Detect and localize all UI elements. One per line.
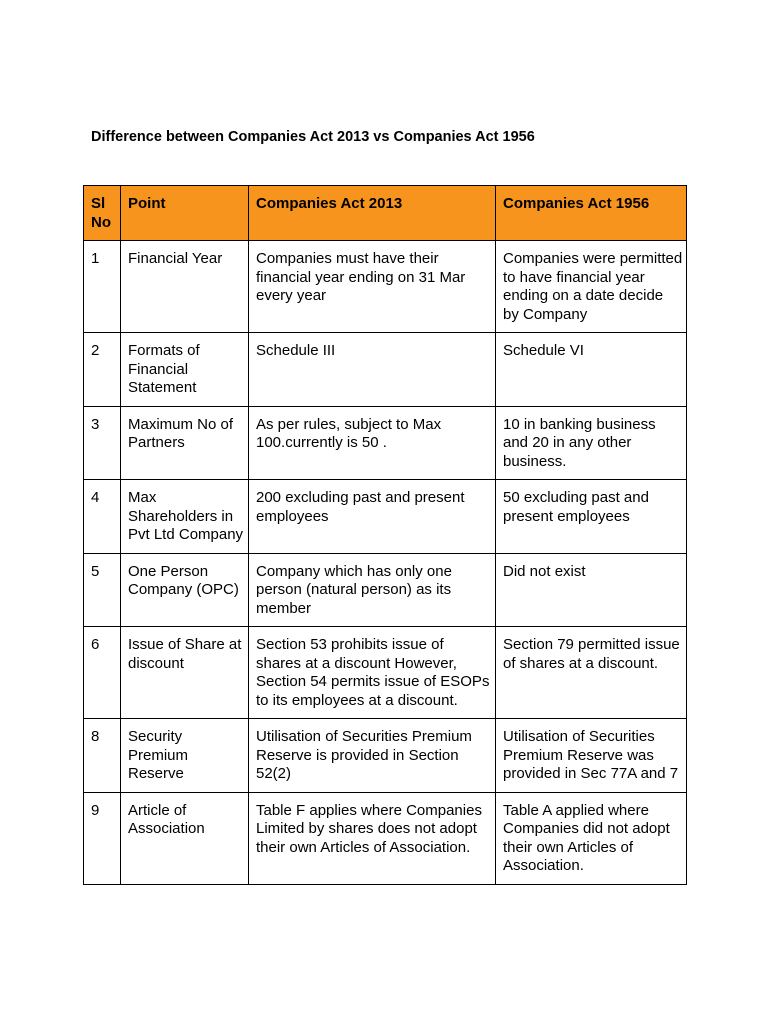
cell-act-1956: Section 79 permitted issue of shares at a discount. — [496, 627, 687, 719]
cell-point: Maximum No of Partners — [121, 406, 249, 480]
cell-act-1956: Companies were permitted to have financial year ending on a date decide by Company — [496, 241, 687, 333]
cell-sl-no: 6 — [84, 627, 121, 719]
cell-act-2013: Companies must have their financial year ending on 31 Mar every year — [249, 241, 496, 333]
table-row — [84, 792, 687, 884]
header-act-1956: Companies Act 1956 — [496, 186, 687, 241]
table-row — [84, 627, 687, 719]
header-point: Point — [121, 186, 249, 241]
cell-act-1956: Table A applied where Companies did not adopt their own Articles of Association. — [496, 792, 687, 884]
table-row — [84, 333, 687, 407]
cell-act-2013: Company which has only one person (natural person) as its member — [249, 553, 496, 627]
cell-act-2013: As per rules, subject to Max 100.currently is 50 . — [249, 406, 496, 480]
cell-point: Max Shareholders in Pvt Ltd Company — [121, 480, 249, 554]
cell-point: Article of Association — [121, 792, 249, 884]
cell-point: Security Premium Reserve — [121, 719, 249, 793]
cell-point: Issue of Share at discount — [121, 627, 249, 719]
cell-point: Formats of Financial Statement — [121, 333, 249, 407]
cell-act-2013: Section 53 prohibits issue of shares at a discount However, Section 54 permits issue of ESOPs to its employees at a discount. — [249, 627, 496, 719]
table-row — [84, 241, 687, 333]
cell-act-2013: Utilisation of Securities Premium Reserve is provided in Section 52(2) — [249, 719, 496, 793]
cell-sl-no: 4 — [84, 480, 121, 554]
table-header-row — [84, 186, 687, 241]
cell-sl-no: 5 — [84, 553, 121, 627]
cell-act-1956: 50 excluding past and present employees — [496, 480, 687, 554]
cell-act-2013: Schedule III — [249, 333, 496, 407]
comparison-table — [83, 185, 687, 885]
cell-point: Financial Year — [121, 241, 249, 333]
header-act-2013: Companies Act 2013 — [249, 186, 496, 241]
table-row — [84, 553, 687, 627]
cell-act-1956: 10 in banking business and 20 in any other business. — [496, 406, 687, 480]
cell-act-2013: Table F applies where Companies Limited by shares does not adopt their own Articles of Association. — [249, 792, 496, 884]
cell-act-2013: 200 excluding past and present employees — [249, 480, 496, 554]
cell-act-1956: Did not exist — [496, 553, 687, 627]
cell-sl-no: 8 — [84, 719, 121, 793]
table-row — [84, 480, 687, 554]
cell-act-1956: Schedule VI — [496, 333, 687, 407]
cell-sl-no: 9 — [84, 792, 121, 884]
table-row — [84, 406, 687, 480]
document-title: Difference between Companies Act 2013 vs Companies Act 1956 — [91, 129, 535, 145]
table-row — [84, 719, 687, 793]
header-sl-no: Sl No — [84, 186, 121, 241]
cell-act-1956: Utilisation of Securities Premium Reserve was provided in Sec 77A and 7 — [496, 719, 687, 793]
cell-point: One Person Company (OPC) — [121, 553, 249, 627]
cell-sl-no: 2 — [84, 333, 121, 407]
cell-sl-no: 1 — [84, 241, 121, 333]
cell-sl-no: 3 — [84, 406, 121, 480]
